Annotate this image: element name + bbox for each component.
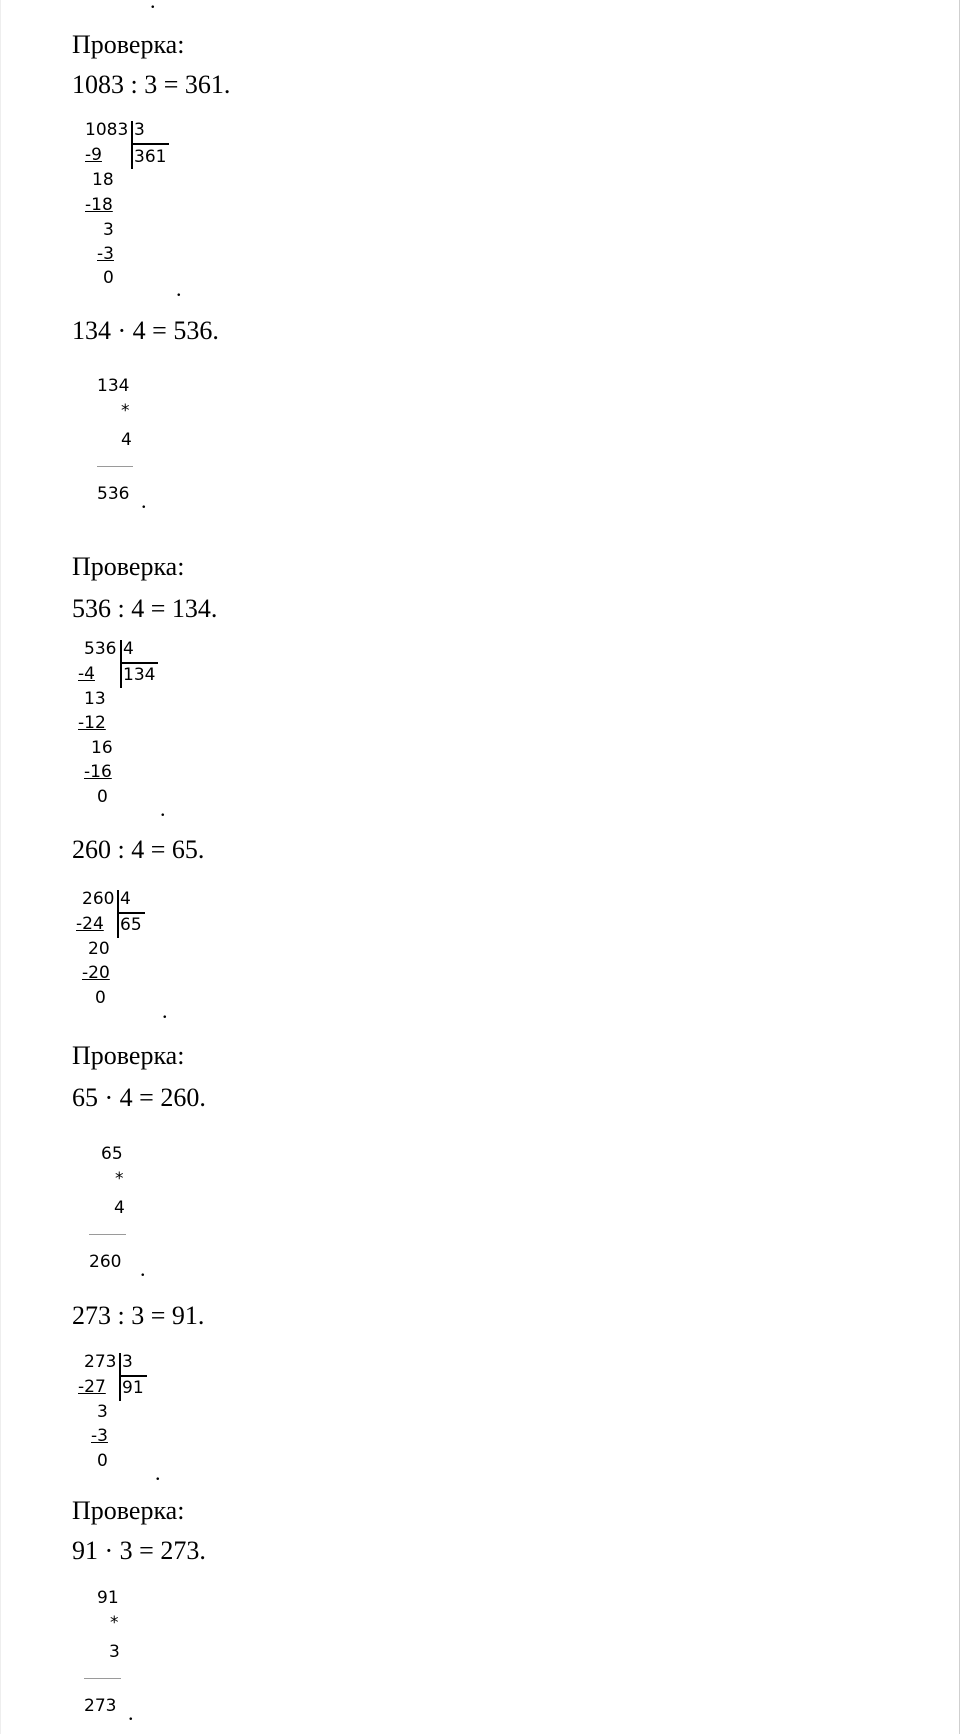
dividend: 1083 — [85, 120, 129, 140]
trailing-dot: . — [140, 1256, 146, 1281]
division-step: 13 — [84, 689, 106, 709]
product: 273 — [84, 1696, 117, 1716]
equation: 273 : 3 = 91. — [72, 1301, 205, 1330]
dividend: 260 — [82, 889, 115, 909]
multiplier: 4 — [114, 1198, 125, 1218]
check-label: Проверка: — [72, 1041, 185, 1070]
multiplication-line — [84, 1678, 121, 1679]
trailing-dot: . — [155, 1460, 161, 1485]
division-step: -20 — [82, 963, 110, 983]
divisor: 3 — [122, 1352, 133, 1372]
product: 536 — [97, 484, 130, 504]
division-step: -12 — [78, 713, 106, 733]
division-horizontal-line — [131, 143, 169, 145]
division-horizontal-line — [117, 912, 145, 914]
quotient: 361 — [134, 147, 167, 167]
division-step: 3 — [97, 1402, 108, 1422]
quotient: 91 — [122, 1378, 144, 1398]
division-step: 0 — [97, 1451, 108, 1471]
multiplicand: 134 — [97, 376, 130, 396]
divisor: 3 — [134, 120, 145, 140]
multiply-sign: * — [110, 1613, 119, 1633]
division-step: -4 — [78, 664, 95, 684]
equation: 65 · 4 = 260. — [72, 1083, 206, 1112]
divisor: 4 — [120, 889, 131, 909]
divisor: 4 — [123, 639, 134, 659]
division-step: -3 — [97, 244, 114, 264]
division-step: 18 — [92, 170, 114, 190]
quotient: 65 — [120, 915, 142, 935]
division-step: -3 — [91, 1426, 108, 1446]
multiply-sign: * — [115, 1169, 124, 1189]
equation: 260 : 4 = 65. — [72, 835, 205, 864]
multiplier: 3 — [109, 1642, 120, 1662]
division-step: 0 — [103, 268, 114, 288]
multiply-sign: * — [121, 401, 130, 421]
division-step: 3 — [103, 220, 114, 240]
multiplicand: 65 — [101, 1144, 123, 1164]
division-step: -27 — [78, 1377, 106, 1397]
division-step: 20 — [88, 939, 110, 959]
division-vertical-line — [131, 121, 133, 169]
multiplicand: 91 — [97, 1588, 119, 1608]
division-step: -18 — [85, 195, 113, 215]
dividend: 273 — [84, 1352, 117, 1372]
division-step: 0 — [97, 787, 108, 807]
multiplier: 4 — [121, 430, 132, 450]
multiplication-line — [89, 1234, 126, 1235]
trailing-dot: . — [162, 998, 168, 1023]
trailing-dot: . — [150, 0, 156, 13]
division-step: -24 — [76, 914, 104, 934]
product: 260 — [89, 1252, 122, 1272]
trailing-dot: . — [141, 488, 147, 513]
dividend: 536 — [84, 639, 117, 659]
check-label: Проверка: — [72, 1496, 185, 1525]
equation: 91 · 3 = 273. — [72, 1536, 206, 1565]
division-vertical-line — [120, 640, 122, 688]
division-horizontal-line — [119, 1375, 147, 1377]
equation: 134 · 4 = 536. — [72, 316, 219, 345]
trailing-dot: . — [160, 796, 166, 821]
division-step: -9 — [85, 145, 102, 165]
division-step: 16 — [91, 738, 113, 758]
division-vertical-line — [117, 890, 119, 938]
trailing-dot: . — [176, 276, 182, 301]
equation: 536 : 4 = 134. — [72, 594, 218, 623]
check-label: Проверка: — [72, 552, 185, 581]
check-label: Проверка: — [72, 30, 185, 59]
division-vertical-line — [119, 1353, 121, 1401]
equation: 1083 : 3 = 361. — [72, 70, 231, 99]
division-step: 0 — [95, 988, 106, 1008]
division-step: -16 — [84, 762, 112, 782]
quotient: 134 — [123, 665, 156, 685]
multiplication-line — [97, 466, 133, 467]
division-horizontal-line — [120, 662, 158, 664]
trailing-dot: . — [128, 1700, 134, 1725]
